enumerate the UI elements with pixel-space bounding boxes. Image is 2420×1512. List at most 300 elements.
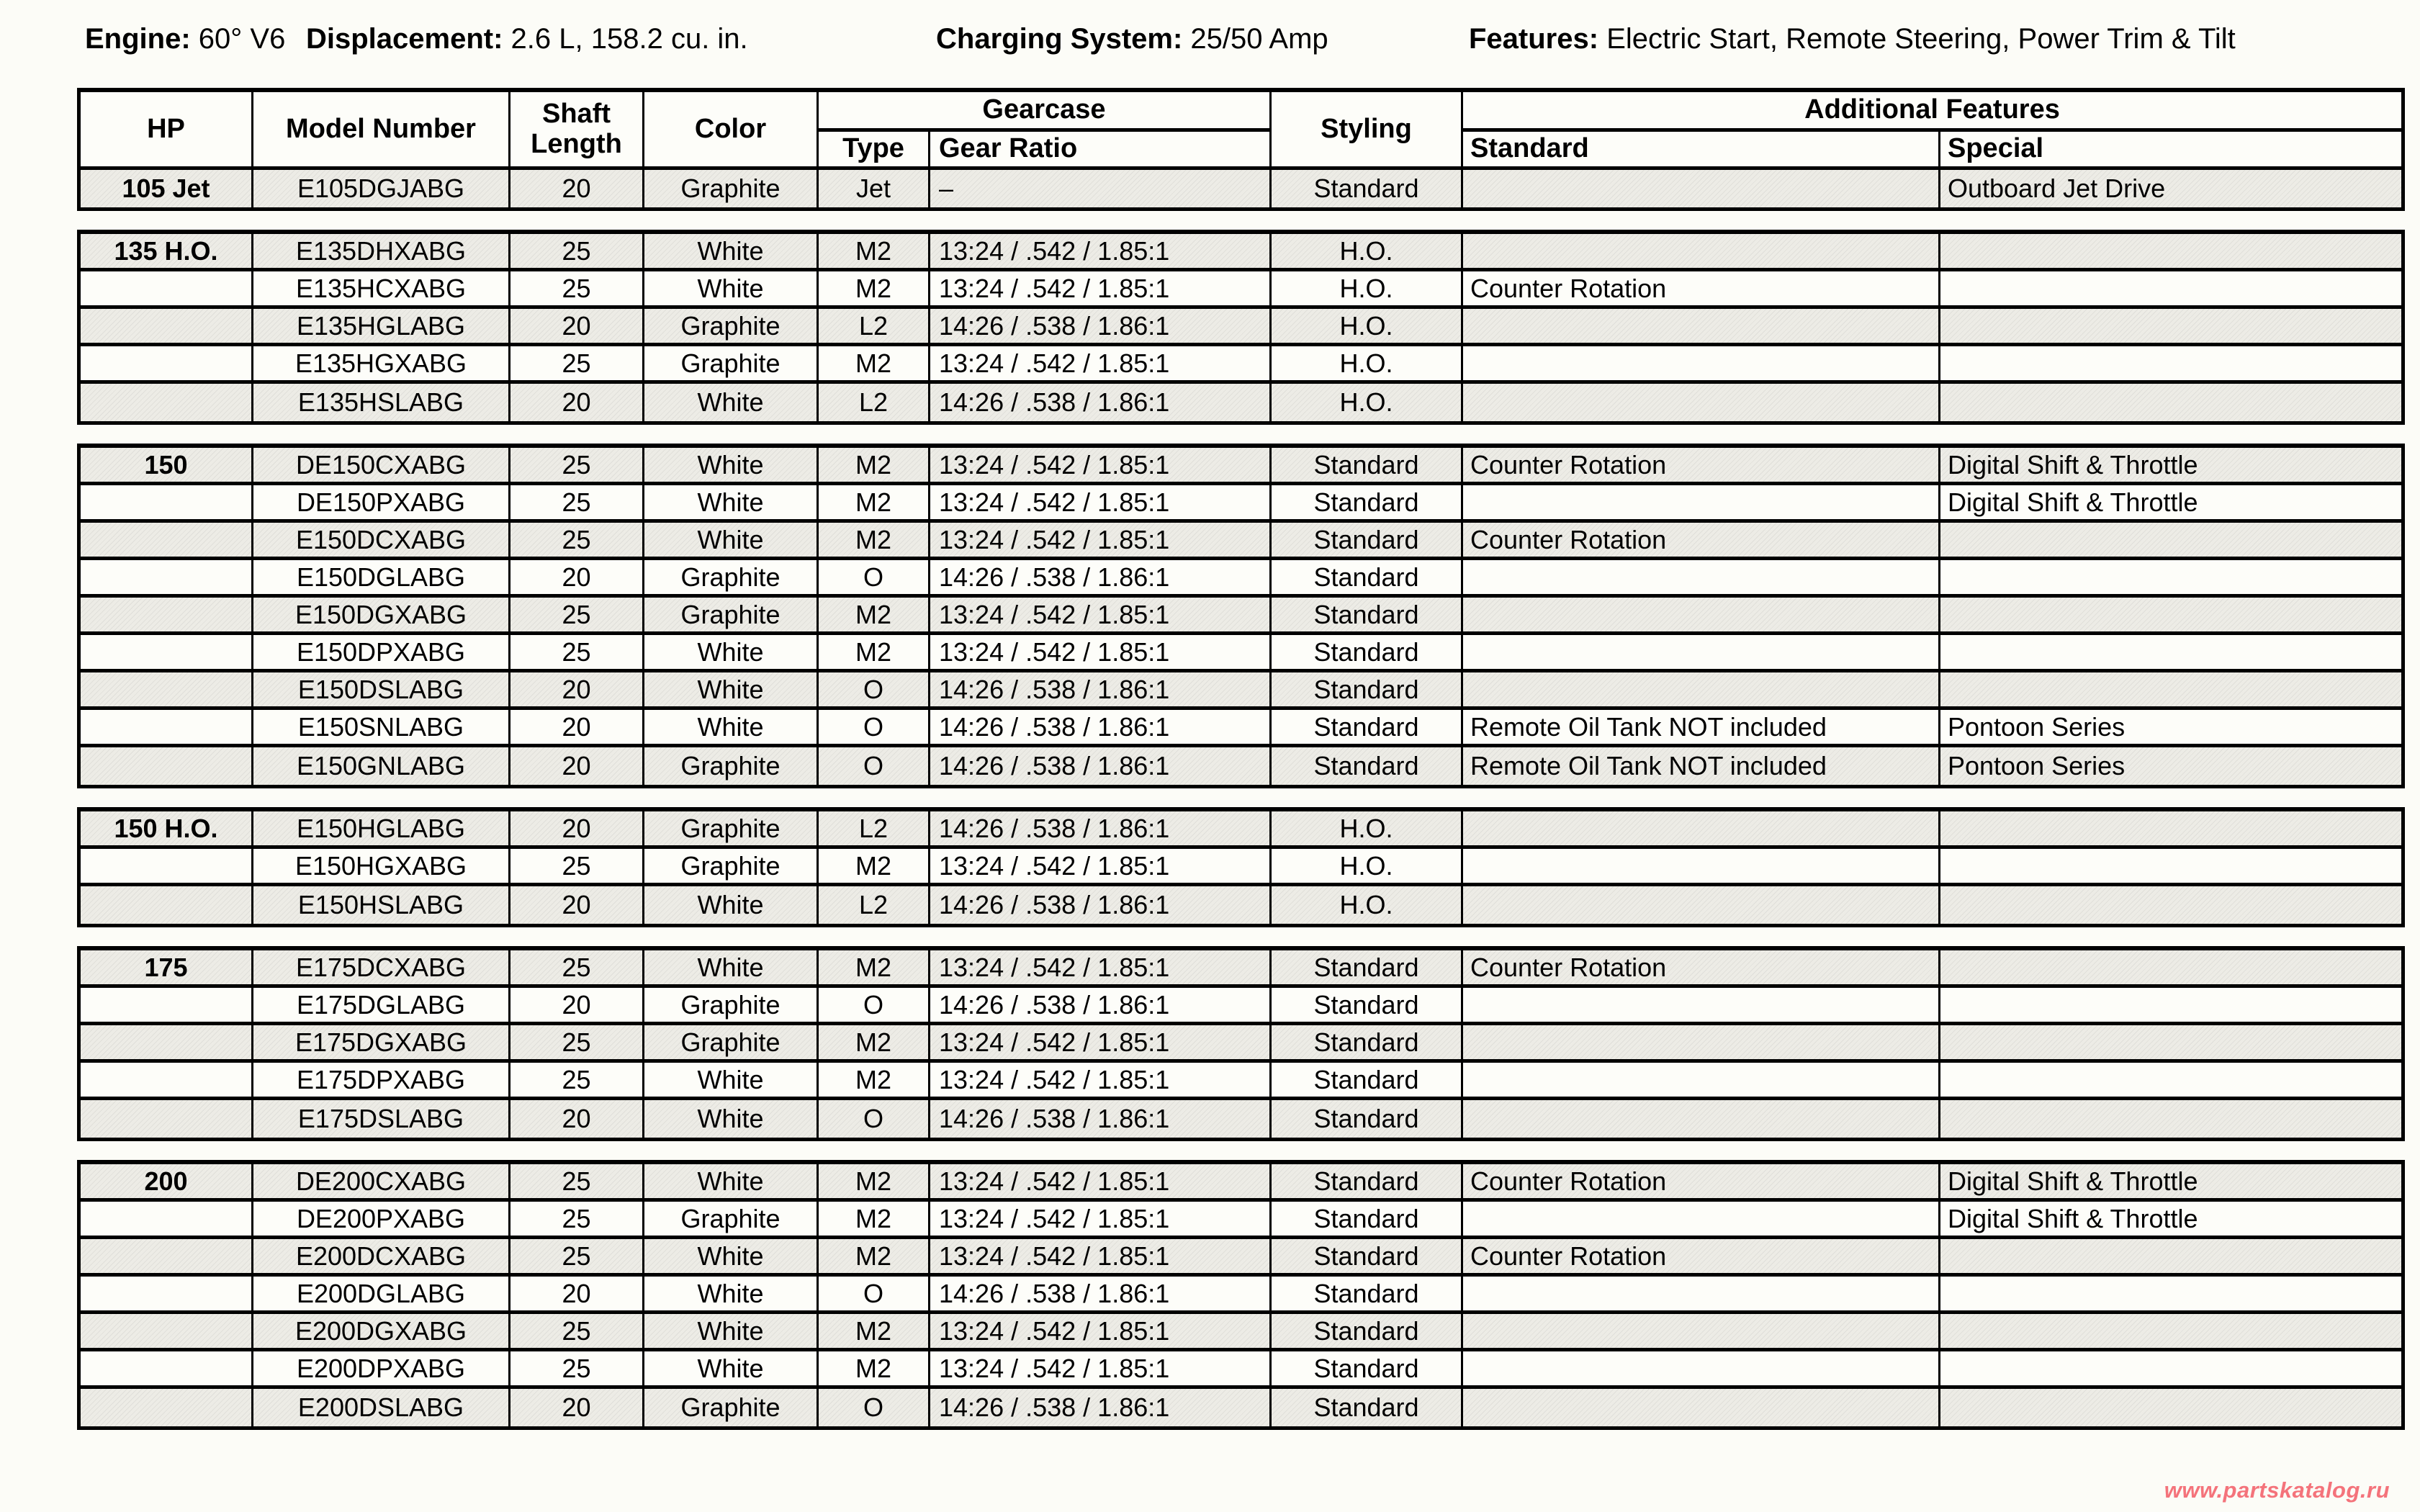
cell-shaft-length: 20 xyxy=(510,811,644,845)
table-row xyxy=(81,988,2401,1025)
cell-special-feature xyxy=(1940,1277,2401,1310)
cell-gearcase-type: M2 xyxy=(819,635,930,669)
cell-special-feature xyxy=(1940,849,2401,883)
cell-gearcase-type: M2 xyxy=(819,950,930,984)
cell-styling: H.O. xyxy=(1272,384,1463,421)
cell-gear-ratio: 14:26 / .538 / 1.86:1 xyxy=(930,1389,1272,1426)
cell-model-number: DE200PXABG xyxy=(253,1202,510,1236)
cell-gearcase-type: M2 xyxy=(819,271,930,305)
cell-standard-feature xyxy=(1463,672,1940,706)
table-row xyxy=(81,811,2401,849)
cell-color: Graphite xyxy=(644,849,819,883)
cell-model-number: DE200CXABG xyxy=(253,1164,510,1198)
cell-styling: Standard xyxy=(1272,1164,1463,1198)
cell-styling: Standard xyxy=(1272,485,1463,519)
cell-model-number: E150DGLABG xyxy=(253,560,510,594)
cell-special-feature: Pontoon Series xyxy=(1948,711,2126,742)
cell-hp xyxy=(81,849,253,883)
features-value: Electric Start, Remote Steering, Power Trim & Tilt xyxy=(1606,23,2236,55)
cell-special-feature xyxy=(1940,811,2401,845)
cell-shaft-length: 25 xyxy=(510,346,644,380)
cell-gearcase-type: O xyxy=(819,672,930,706)
cell-standard-feature xyxy=(1463,1063,1940,1097)
cell-shaft-length: 25 xyxy=(510,271,644,305)
cell-shaft-length: 25 xyxy=(510,485,644,519)
cell-standard-feature: Remote Oil Tank NOT included xyxy=(1463,747,1940,785)
cell-hp xyxy=(81,560,253,594)
cell-shaft-length: 25 xyxy=(510,1063,644,1097)
header-standard-features: Standard xyxy=(1463,132,1940,166)
cell-gearcase-type: M2 xyxy=(819,346,930,380)
table-row xyxy=(81,849,2401,886)
header-gearcase-type: Type xyxy=(819,132,930,166)
watermark-text: www.partskatalog.ru xyxy=(2164,1477,2390,1503)
cell-special-feature xyxy=(1940,560,2401,594)
cell-model-number: E135HGXABG xyxy=(253,346,510,380)
cell-shaft-length: 20 xyxy=(510,747,644,785)
cell-hp: 105 Jet xyxy=(81,170,253,207)
displacement-value: 2.6 L, 158.2 cu. in. xyxy=(510,23,748,55)
cell-model-number: E200DCXABG xyxy=(253,1239,510,1273)
cell-gear-ratio: – xyxy=(930,170,1272,207)
cell-model-number: E150GNLABG xyxy=(253,747,510,785)
cell-color: White xyxy=(644,635,819,669)
cell-model-number: E105DGJABG xyxy=(253,170,510,207)
cell-hp: 150 xyxy=(81,448,253,482)
table-row xyxy=(81,598,2401,635)
cell-model-number: E175DGLABG xyxy=(253,988,510,1022)
cell-color: White xyxy=(644,1063,819,1097)
cell-gear-ratio: 13:24 / .542 / 1.85:1 xyxy=(930,1314,1272,1348)
table-row xyxy=(81,1239,2401,1277)
cell-hp xyxy=(81,988,253,1022)
cell-color: White xyxy=(644,523,819,557)
cell-styling: Standard xyxy=(1272,635,1463,669)
cell-gearcase-type: M2 xyxy=(819,1202,930,1236)
cell-color: White xyxy=(644,1239,819,1273)
engine-spec xyxy=(85,22,285,56)
charging-system-label: Charging System: xyxy=(936,23,1183,55)
table-row xyxy=(81,1063,2401,1100)
cell-color: White xyxy=(644,448,819,482)
cell-gear-ratio: 14:26 / .538 / 1.86:1 xyxy=(930,747,1272,785)
table-group-block xyxy=(77,230,2405,425)
engine-value: 60° V6 xyxy=(198,23,286,55)
displacement-label: Displacement: xyxy=(306,23,503,55)
cell-color: Graphite xyxy=(644,309,819,343)
table-group-block xyxy=(77,807,2405,927)
cell-special-feature: Digital Shift & Throttle xyxy=(1948,1203,2198,1233)
cell-model-number: E150DSLABG xyxy=(253,672,510,706)
cell-shaft-length: 25 xyxy=(510,1314,644,1348)
table-row xyxy=(81,560,2401,598)
cell-shaft-length: 25 xyxy=(510,1202,644,1236)
cell-gear-ratio: 14:26 / .538 / 1.86:1 xyxy=(930,672,1272,706)
cell-hp xyxy=(81,346,253,380)
cell-gear-ratio: 13:24 / .542 / 1.85:1 xyxy=(930,271,1272,305)
cell-hp xyxy=(81,1351,253,1385)
cell-model-number: E200DSLABG xyxy=(253,1389,510,1426)
cell-standard-feature: Counter Rotation xyxy=(1463,271,1940,305)
cell-gear-ratio: 14:26 / .538 / 1.86:1 xyxy=(930,1277,1272,1310)
cell-shaft-length: 20 xyxy=(510,309,644,343)
table-group-block xyxy=(77,946,2405,1141)
header-color: Color xyxy=(644,92,819,166)
cell-shaft-length: 25 xyxy=(510,635,644,669)
cell-model-number: E175DGXABG xyxy=(253,1025,510,1059)
features-label: Features: xyxy=(1469,23,1599,55)
cell-hp xyxy=(81,886,253,924)
cell-shaft-length: 25 xyxy=(510,849,644,883)
header-gear-ratio: Gear Ratio xyxy=(930,132,1272,166)
cell-special-feature xyxy=(1940,1025,2401,1059)
table-row xyxy=(81,710,2401,747)
cell-hp: 135 H.O. xyxy=(81,234,253,268)
cell-gearcase-type: L2 xyxy=(819,811,930,845)
cell-color: White xyxy=(644,234,819,268)
cell-color: White xyxy=(644,1277,819,1310)
cell-color: Graphite xyxy=(644,1389,819,1426)
cell-gear-ratio: 13:24 / .542 / 1.85:1 xyxy=(930,523,1272,557)
cell-gearcase-type: M2 xyxy=(819,1164,930,1198)
cell-styling: Standard xyxy=(1272,1351,1463,1385)
table-row xyxy=(81,950,2401,988)
cell-standard-feature xyxy=(1463,1314,1940,1348)
cell-model-number: E135HCXABG xyxy=(253,271,510,305)
header-additional-features: Additional Features xyxy=(1463,92,2401,132)
cell-shaft-length: 20 xyxy=(510,672,644,706)
cell-gearcase-type: M2 xyxy=(819,234,930,268)
cell-gearcase-type: M2 xyxy=(819,1351,930,1385)
cell-styling: H.O. xyxy=(1272,346,1463,380)
cell-color: White xyxy=(644,1100,819,1138)
cell-special-feature xyxy=(1940,523,2401,557)
cell-standard-feature xyxy=(1463,309,1940,343)
table-group-block xyxy=(77,1160,2405,1430)
table-row xyxy=(81,234,2401,271)
table-row xyxy=(81,635,2401,672)
cell-gearcase-type: Jet xyxy=(819,170,930,207)
table-row xyxy=(81,1100,2401,1138)
cell-special-feature: Pontoon Series xyxy=(1948,751,2126,780)
cell-model-number: E150DGXABG xyxy=(253,598,510,631)
cell-standard-feature xyxy=(1463,811,1940,845)
cell-styling: Standard xyxy=(1272,672,1463,706)
cell-color: Graphite xyxy=(644,1202,819,1236)
cell-styling: Standard xyxy=(1272,598,1463,631)
cell-standard-feature xyxy=(1463,1351,1940,1385)
cell-color: White xyxy=(644,950,819,984)
cell-hp xyxy=(81,309,253,343)
header-gearcase: Gearcase xyxy=(819,92,1272,132)
cell-standard-feature: Counter Rotation xyxy=(1463,448,1940,482)
cell-model-number: E150SNLABG xyxy=(253,710,510,744)
cell-standard-feature xyxy=(1463,1277,1940,1310)
table-row xyxy=(81,1277,2401,1314)
table-row xyxy=(81,1351,2401,1389)
cell-standard-feature: Counter Rotation xyxy=(1463,950,1940,984)
cell-special-feature: Digital Shift & Throttle xyxy=(1948,449,2198,480)
cell-shaft-length: 20 xyxy=(510,710,644,744)
cell-standard-feature xyxy=(1463,886,1940,924)
table-row xyxy=(81,1025,2401,1063)
cell-gear-ratio: 13:24 / .542 / 1.85:1 xyxy=(930,1063,1272,1097)
cell-styling: H.O. xyxy=(1272,849,1463,883)
cell-special-feature xyxy=(1940,1063,2401,1097)
cell-shaft-length: 25 xyxy=(510,523,644,557)
cell-special-feature xyxy=(1940,1314,2401,1348)
cell-styling: Standard xyxy=(1272,1025,1463,1059)
cell-model-number: E135HSLABG xyxy=(253,384,510,421)
cell-gearcase-type: M2 xyxy=(819,448,930,482)
cell-standard-feature: Counter Rotation xyxy=(1463,1164,1940,1198)
cell-styling: H.O. xyxy=(1272,234,1463,268)
cell-shaft-length: 20 xyxy=(510,560,644,594)
cell-model-number: E135HGLABG xyxy=(253,309,510,343)
cell-gearcase-type: M2 xyxy=(819,849,930,883)
table-row xyxy=(81,384,2401,421)
cell-gearcase-type: O xyxy=(819,560,930,594)
cell-gear-ratio: 14:26 / .538 / 1.86:1 xyxy=(930,710,1272,744)
cell-styling: H.O. xyxy=(1272,271,1463,305)
cell-styling: Standard xyxy=(1272,1277,1463,1310)
cell-special-feature xyxy=(1940,886,2401,924)
cell-standard-feature xyxy=(1463,234,1940,268)
cell-styling: Standard xyxy=(1272,1063,1463,1097)
cell-styling: Standard xyxy=(1272,1100,1463,1138)
cell-shaft-length: 20 xyxy=(510,1277,644,1310)
cell-gearcase-type: O xyxy=(819,1389,930,1426)
cell-color: Graphite xyxy=(644,747,819,785)
cell-special-feature xyxy=(1940,598,2401,631)
cell-model-number: DE150CXABG xyxy=(253,448,510,482)
cell-hp xyxy=(81,1314,253,1348)
cell-model-number: E175DPXABG xyxy=(253,1063,510,1097)
cell-model-number: E150HGLABG xyxy=(253,811,510,845)
displacement-spec xyxy=(306,22,748,56)
cell-hp xyxy=(81,710,253,744)
cell-shaft-length: 25 xyxy=(510,234,644,268)
cell-special-feature xyxy=(1940,1351,2401,1385)
cell-gearcase-type: M2 xyxy=(819,1239,930,1273)
cell-color: White xyxy=(644,485,819,519)
cell-color: Graphite xyxy=(644,598,819,631)
cell-styling: Standard xyxy=(1272,950,1463,984)
cell-standard-feature xyxy=(1463,346,1940,380)
cell-special-feature: Digital Shift & Throttle xyxy=(1948,1166,2198,1196)
cell-gear-ratio: 14:26 / .538 / 1.86:1 xyxy=(930,384,1272,421)
cell-standard-feature xyxy=(1463,485,1940,519)
cell-color: Graphite xyxy=(644,170,819,207)
cell-hp xyxy=(81,271,253,305)
cell-gear-ratio: 14:26 / .538 / 1.86:1 xyxy=(930,886,1272,924)
cell-color: Graphite xyxy=(644,988,819,1022)
cell-styling: Standard xyxy=(1272,747,1463,785)
cell-shaft-length: 20 xyxy=(510,170,644,207)
cell-shaft-length: 20 xyxy=(510,1100,644,1138)
cell-color: White xyxy=(644,886,819,924)
cell-hp xyxy=(81,598,253,631)
cell-hp xyxy=(81,635,253,669)
cell-model-number: E175DCXABG xyxy=(253,950,510,984)
cell-shaft-length: 25 xyxy=(510,448,644,482)
cell-styling: Standard xyxy=(1272,1202,1463,1236)
cell-gear-ratio: 13:24 / .542 / 1.85:1 xyxy=(930,598,1272,631)
cell-hp xyxy=(81,1389,253,1426)
cell-shaft-length: 20 xyxy=(510,886,644,924)
table-row xyxy=(81,485,2401,523)
cell-gear-ratio: 13:24 / .542 / 1.85:1 xyxy=(930,448,1272,482)
cell-standard-feature xyxy=(1463,1202,1940,1236)
cell-color: White xyxy=(644,1314,819,1348)
table-row xyxy=(81,448,2401,485)
cell-special-feature xyxy=(1940,384,2401,421)
table-row xyxy=(81,523,2401,560)
cell-standard-feature xyxy=(1463,384,1940,421)
header-styling: Styling xyxy=(1272,92,1463,166)
cell-color: White xyxy=(644,271,819,305)
cell-color: White xyxy=(644,1164,819,1198)
cell-special-feature xyxy=(1940,309,2401,343)
cell-hp xyxy=(81,384,253,421)
table-row xyxy=(81,886,2401,924)
header-model-number: Model Number xyxy=(253,92,510,166)
cell-model-number: E150HSLABG xyxy=(253,886,510,924)
cell-color: Graphite xyxy=(644,811,819,845)
cell-shaft-length: 25 xyxy=(510,1239,644,1273)
cell-gear-ratio: 13:24 / .542 / 1.85:1 xyxy=(930,1202,1272,1236)
spec-table xyxy=(77,88,2405,1449)
cell-model-number: E175DSLABG xyxy=(253,1100,510,1138)
cell-gear-ratio: 13:24 / .542 / 1.85:1 xyxy=(930,485,1272,519)
cell-styling: Standard xyxy=(1272,710,1463,744)
cell-model-number: E150DCXABG xyxy=(253,523,510,557)
table-row xyxy=(81,1202,2401,1239)
cell-gearcase-type: M2 xyxy=(819,1025,930,1059)
cell-shaft-length: 25 xyxy=(510,1164,644,1198)
cell-gearcase-type: M2 xyxy=(819,1314,930,1348)
cell-hp: 175 xyxy=(81,950,253,984)
cell-hp xyxy=(81,1239,253,1273)
cell-standard-feature xyxy=(1463,988,1940,1022)
cell-standard-feature: Counter Rotation xyxy=(1463,1239,1940,1273)
cell-model-number: E135DHXABG xyxy=(253,234,510,268)
cell-gear-ratio: 13:24 / .542 / 1.85:1 xyxy=(930,849,1272,883)
table-header xyxy=(81,92,2401,170)
cell-styling: Standard xyxy=(1272,448,1463,482)
table-row xyxy=(81,747,2401,785)
cell-styling: Standard xyxy=(1272,170,1463,207)
table-body-blocks xyxy=(77,230,2405,1430)
cell-gear-ratio: 13:24 / .542 / 1.85:1 xyxy=(930,234,1272,268)
cell-shaft-length: 25 xyxy=(510,1351,644,1385)
cell-gear-ratio: 13:24 / .542 / 1.85:1 xyxy=(930,950,1272,984)
cell-gearcase-type: O xyxy=(819,710,930,744)
cell-gearcase-type: M2 xyxy=(819,523,930,557)
cell-color: White xyxy=(644,384,819,421)
cell-gear-ratio: 14:26 / .538 / 1.86:1 xyxy=(930,560,1272,594)
cell-hp: 150 H.O. xyxy=(81,811,253,845)
cell-gear-ratio: 13:24 / .542 / 1.85:1 xyxy=(930,1239,1272,1273)
cell-gearcase-type: M2 xyxy=(819,485,930,519)
cell-model-number: E200DGLABG xyxy=(253,1277,510,1310)
table-header-block xyxy=(77,88,2405,211)
cell-styling: H.O. xyxy=(1272,811,1463,845)
cell-special-feature: Digital Shift & Throttle xyxy=(1948,487,2198,517)
cell-standard-feature xyxy=(1463,1025,1940,1059)
cell-gearcase-type: L2 xyxy=(819,384,930,421)
table-row xyxy=(81,170,2401,207)
table-row xyxy=(81,271,2401,309)
cell-standard-feature xyxy=(1463,560,1940,594)
cell-gear-ratio: 13:24 / .542 / 1.85:1 xyxy=(930,635,1272,669)
header-special-features: Special xyxy=(1948,133,2044,164)
cell-hp: 200 xyxy=(81,1164,253,1198)
cell-shaft-length: 20 xyxy=(510,384,644,421)
cell-standard-feature xyxy=(1463,1389,1940,1426)
cell-styling: Standard xyxy=(1272,988,1463,1022)
cell-gearcase-type: O xyxy=(819,988,930,1022)
cell-color: White xyxy=(644,1351,819,1385)
features-spec xyxy=(1469,22,2236,56)
cell-gear-ratio: 14:26 / .538 / 1.86:1 xyxy=(930,309,1272,343)
cell-special-feature xyxy=(1940,950,2401,984)
cell-hp xyxy=(81,672,253,706)
cell-shaft-length: 20 xyxy=(510,988,644,1022)
cell-gearcase-type: L2 xyxy=(819,309,930,343)
cell-model-number: DE150PXABG xyxy=(253,485,510,519)
table-row xyxy=(81,1389,2401,1426)
cell-standard-feature xyxy=(1463,1100,1940,1138)
cell-special-feature xyxy=(1940,271,2401,305)
cell-special-feature xyxy=(1940,672,2401,706)
cell-gear-ratio: 13:24 / .542 / 1.85:1 xyxy=(930,1351,1272,1385)
cell-gearcase-type: O xyxy=(819,1277,930,1310)
cell-hp xyxy=(81,1025,253,1059)
cell-standard-feature xyxy=(1463,170,1940,207)
table-group-block xyxy=(77,444,2405,788)
engine-label: Engine: xyxy=(85,23,191,55)
header-shaft-length: Shaft Length xyxy=(510,92,644,166)
cell-gear-ratio: 13:24 / .542 / 1.85:1 xyxy=(930,1164,1272,1198)
cell-special-feature xyxy=(1940,988,2401,1022)
cell-shaft-length: 25 xyxy=(510,598,644,631)
cell-special-feature xyxy=(1940,1239,2401,1273)
cell-color: Graphite xyxy=(644,560,819,594)
cell-model-number: E150HGXABG xyxy=(253,849,510,883)
cell-gearcase-type: O xyxy=(819,1100,930,1138)
cell-standard-feature: Remote Oil Tank NOT included xyxy=(1463,710,1940,744)
cell-shaft-length: 20 xyxy=(510,1389,644,1426)
cell-gearcase-type: L2 xyxy=(819,886,930,924)
cell-hp xyxy=(81,1100,253,1138)
cell-color: Graphite xyxy=(644,346,819,380)
cell-hp xyxy=(81,1202,253,1236)
cell-hp xyxy=(81,485,253,519)
cell-gear-ratio: 14:26 / .538 / 1.86:1 xyxy=(930,988,1272,1022)
table-row xyxy=(81,346,2401,384)
cell-styling: Standard xyxy=(1272,1389,1463,1426)
cell-special-feature xyxy=(1940,1389,2401,1426)
cell-styling: H.O. xyxy=(1272,886,1463,924)
cell-hp xyxy=(81,1277,253,1310)
cell-model-number: E200DPXABG xyxy=(253,1351,510,1385)
cell-hp xyxy=(81,1063,253,1097)
header-hp: HP xyxy=(81,92,253,166)
cell-gear-ratio: 13:24 / .542 / 1.85:1 xyxy=(930,346,1272,380)
cell-special-feature xyxy=(1940,635,2401,669)
cell-color: White xyxy=(644,672,819,706)
